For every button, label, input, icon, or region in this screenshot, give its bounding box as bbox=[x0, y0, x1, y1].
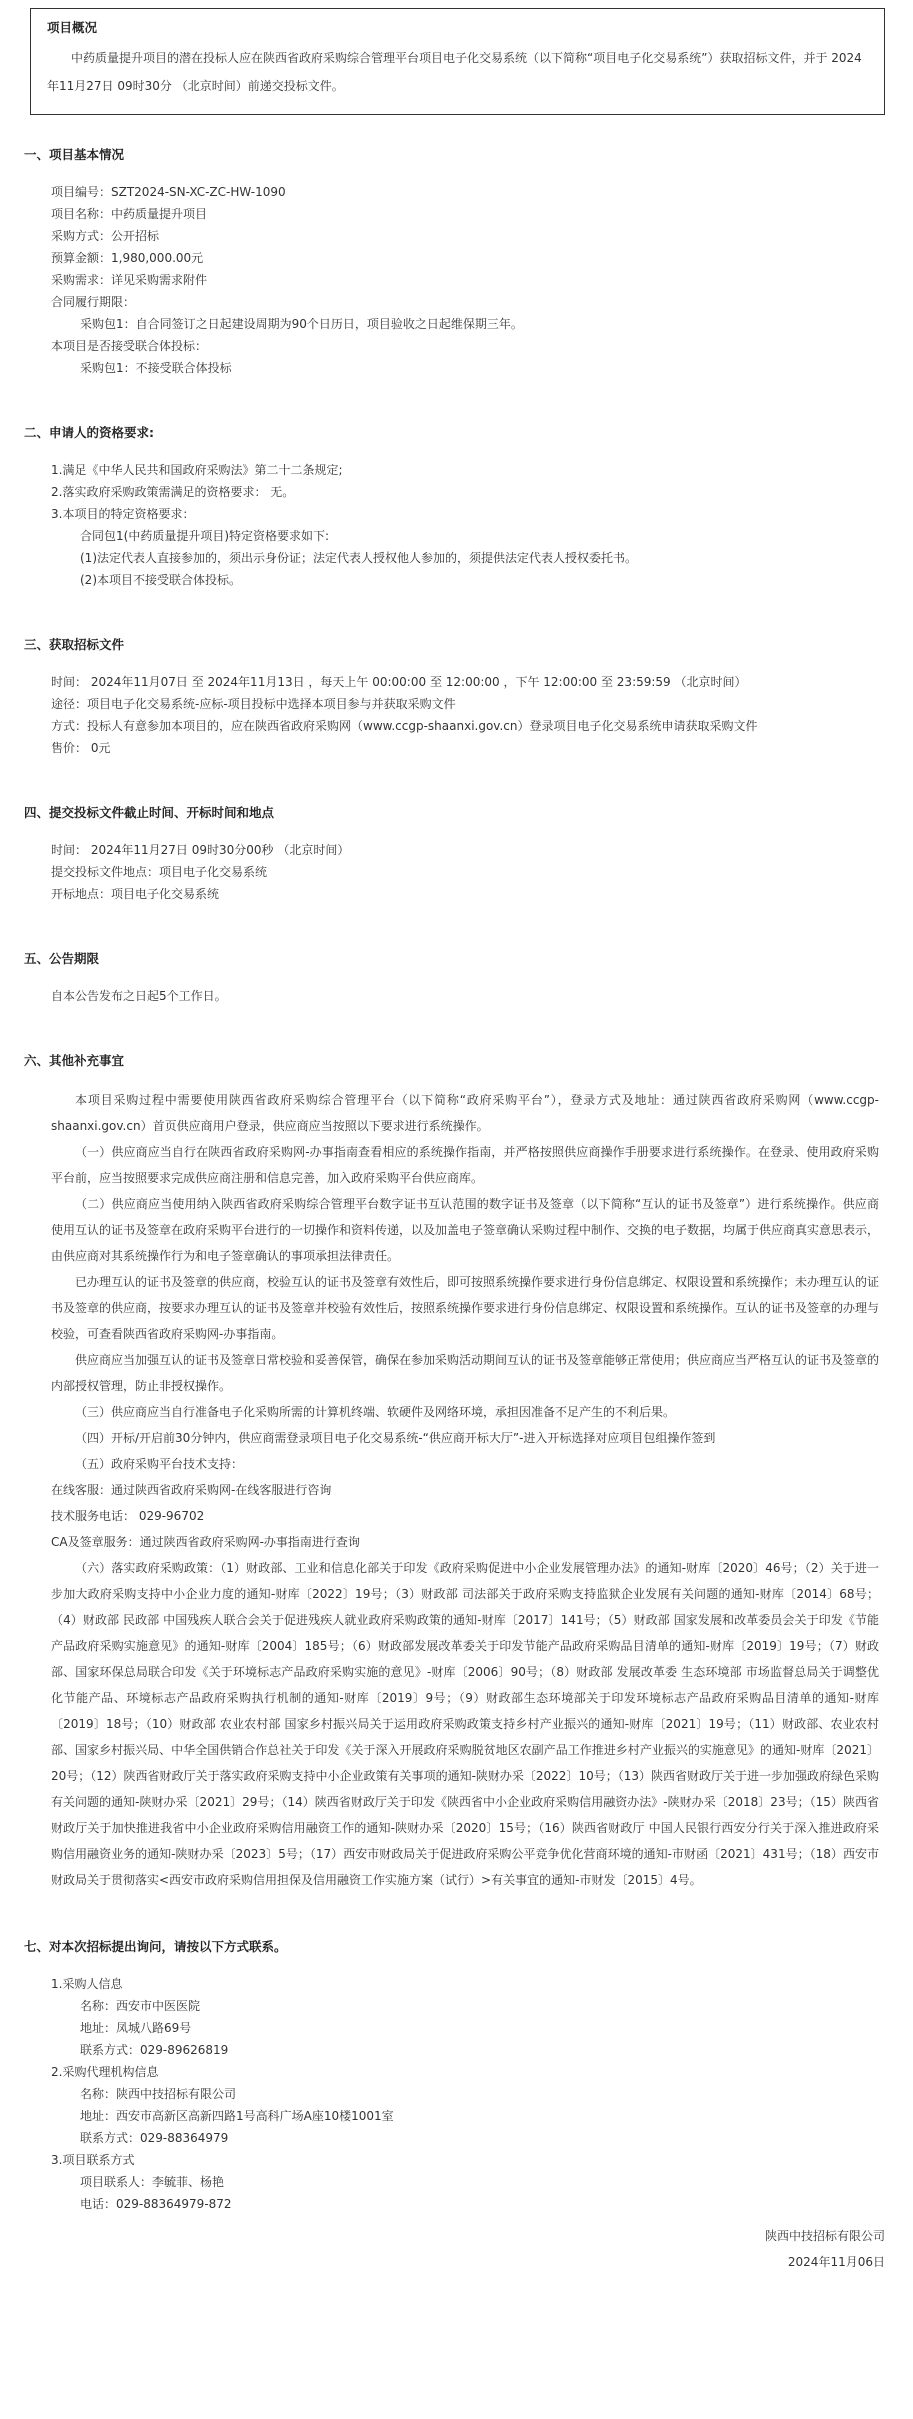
specific-qualification-item: (1)法定代表人直接参加的，须出示身份证；法定代表人授权他人参加的，须提供法定代表人授权委托书。 bbox=[80, 550, 638, 565]
specific-qualification-item: (2)本项目不接受联合体投标。 bbox=[80, 572, 241, 587]
section-contact-title: 七、对本次招标提出询问，请按以下方式联系。 bbox=[24, 1938, 287, 1954]
consortium-detail: 采购包1：不接受联合体投标 bbox=[80, 360, 232, 375]
qualification-item: 2.落实政府采购政策需满足的资格要求： 无。 bbox=[51, 484, 295, 499]
other-paragraph: （四）开标/开启前30分钟内，供应商需登录项目电子化交易系统-“供应商开标大厅”-进入开标选择对应项目包组操作签到 bbox=[75, 1430, 716, 1445]
section-qualification-title: 二、申请人的资格要求: bbox=[24, 424, 154, 440]
section-notice-period-title: 五、公告期限 bbox=[24, 950, 100, 966]
agent-address: 地址：西安市高新区高新四路1号高科广场A座10楼1001室 bbox=[80, 2108, 394, 2123]
contract-period-label: 合同履行期限： bbox=[51, 294, 136, 309]
policy-paragraph: （六）落实政府采购政策：（1）财政部、工业和信息化部关于印发《政府采购促进中小企业发展管理办法》的通知-财库〔2020〕46号；（2）关于进一步加大政府采购支持中小企业力度的通知-财库〔2022〕19号；（3）财政部 司法部关于政府采购支持监狱企业发展有关问题的通知-财库〔2014〕68号；（4）财政部 民政部 中国残疾人联合会关于促进残疾人就业政府采购政策的通知-财库〔2017〕141号；（5）财政部 国家发展和改革委员会关于印发《节能产品政府采购实施意见》的通知-财库〔2004〕185号；（6）财政部发展改革委关于印发节能产品政府采购品目清单的通知-财库〔2019〕19号；（7）财政部、国家环保总局联合印发《关于环境标志产品政府采购实施的意见》-财库〔2006〕90号；（8）财政部 发展改革委 生态环境部 市场监督总局关于调整优化节能产品、环境标志产品政府采购执行机制的通知-财库〔2019〕9号；（9）财政部生态环境部关于印发环境标志产品政府采购品目清单的通知-财库〔2019〕18号；（10）财政部 农业农村部 国家乡村振兴局关于运用政府采购政策支持乡村产业振兴的通知-财库〔2021〕19号；（11）财政部、农业农村部、国家乡村振兴局、中华全国供销合作总社关于印发《关于深入开展政府采购脱贫地区农副产品工作推进乡村产业振兴的实施意见》的通知-财库〔2021〕20号；（12）陕西省财政厅关于落实政府采购支持中小企业政策有关事项的通知-陕财办采〔2022〕10号；（13）陕西省财政厅关于进一步加强政府绿色采购有关问题的通知-陕财办采〔2021〕29号；（14）陕西省财政厅关于印发《陕西省中小企业政府采购信用融资办法》-陕财办采〔2018〕23号；（15）陕西省财政厅关于加快推进我省中小企业政府采购信用融资工作的通知-陕财办采〔2020〕15号；（16）陕西省财政厅 中国人民银行西安分行关于深入推进政府采购信用融资业务的通知-陕财办采〔2023〕5号；（17）西安市财政局关于促进政府采购公平竞争优化营商环境的通知-市财函〔2021〕431号；（18）西安市财政局关于贯彻落实<西安市政府采购信用担保及信用融资工作实施方案（试行）>有关事宜的通知-市财发〔2015〕4号。 bbox=[51, 1560, 879, 1887]
buyer-address: 地址：凤城八路69号 bbox=[80, 2020, 192, 2035]
procurement-method: 采购方式：公开招标 bbox=[51, 228, 160, 243]
deadline-time: 时间： 2024年11月27日 09时30分00秒 （北京时间） bbox=[51, 842, 350, 857]
other-paragraph: （五）政府采购平台技术支持： bbox=[75, 1456, 244, 1471]
agent-info-label: 2.采购代理机构信息 bbox=[51, 2064, 159, 2079]
announcement-body bbox=[0, 145, 913, 2215]
obtain-price: 售价： 0元 bbox=[51, 740, 111, 755]
opening-location: 开标地点：项目电子化交易系统 bbox=[51, 886, 220, 901]
obtain-way: 方式：投标人有意参加本项目的，应在陕西省政府采购网（www.ccgp-shaanxi.gov.cn）登录项目电子化交易系统申请获取采购文件 bbox=[51, 718, 758, 733]
buyer-phone: 联系方式：029-89626819 bbox=[80, 2042, 229, 2057]
tech-support-phone: 技术服务电话： 029-96702 bbox=[51, 1508, 205, 1523]
project-contact-phone: 电话：029-88364979-872 bbox=[80, 2196, 232, 2211]
ca-service: CA及签章服务：通过陕西省政府采购网-办事指南进行查询 bbox=[51, 1534, 360, 1549]
project-number: 项目编号：SZT2024-SN-XC-ZC-HW-1090 bbox=[51, 184, 286, 199]
consortium-label: 本项目是否接受联合体投标： bbox=[51, 338, 208, 353]
overview-title: 项目概况 bbox=[47, 20, 98, 35]
submit-location: 提交投标文件地点：项目电子化交易系统 bbox=[51, 864, 268, 879]
signature-organization: 陕西中技招标有限公司 bbox=[764, 2228, 885, 2243]
obtain-time: 时间： 2024年11月07日 至 2024年11月13日 ，每天上午 00:00:00 至 12:00:00 ，下午 12:00:00 至 23:59:59 （北京时间） bbox=[51, 674, 747, 689]
qualification-item: 1.满足《中华人民共和国政府采购法》第二十二条规定; bbox=[51, 462, 343, 477]
online-service: 在线客服：通过陕西省政府采购网-在线客服进行咨询 bbox=[51, 1482, 332, 1497]
agent-name: 名称：陕西中技招标有限公司 bbox=[80, 2086, 237, 2101]
project-contact-label: 3.项目联系方式 bbox=[51, 2152, 135, 2167]
section-deadline-title: 四、提交投标文件截止时间、开标时间和地点 bbox=[24, 804, 275, 820]
specific-qualification-title: 合同包1(中药质量提升项目)特定资格要求如下: bbox=[80, 528, 330, 543]
other-paragraph: （一）供应商应当自行在陕西省政府采购网-办事指南查看相应的系统操作指南，并严格按照供应商操作手册要求进行系统操作。在登录、使用政府采购平台前，应当按照要求完成供应商注册和信息完善，加入政府采购平台供应商库。 bbox=[51, 1144, 879, 1185]
contract-period-detail: 采购包1：自合同签订之日起建设周期为90个日历日，项目验收之日起维保期三年。 bbox=[80, 316, 523, 331]
section-other-matters-title: 六、其他补充事宜 bbox=[24, 1052, 125, 1068]
agent-phone: 联系方式：029-88364979 bbox=[80, 2130, 229, 2145]
signature-date: 2024年11月06日 bbox=[787, 2254, 885, 2269]
project-name: 项目名称：中药质量提升项目 bbox=[51, 206, 208, 221]
budget-amount: 预算金额：1,980,000.00元 bbox=[51, 250, 204, 265]
obtain-route: 途径：项目电子化交易系统-应标-项目投标中选择本项目参与并获取采购文件 bbox=[51, 696, 456, 711]
project-contact-person: 项目联系人：李毓菲、杨艳 bbox=[80, 2174, 225, 2189]
buyer-name: 名称：西安市中医医院 bbox=[80, 1998, 201, 2013]
other-paragraph: 供应商应当加强互认的证书及签章日常校验和妥善保管，确保在参加采购活动期间互认的证书及签章能够正常使用；供应商应当严格互认的证书及签章的内部授权管理，防止非授权操作。 bbox=[51, 1352, 880, 1393]
notice-period-text: 自本公告发布之日起5个工作日。 bbox=[51, 988, 227, 1003]
section-basic-info-title: 一、项目基本情况 bbox=[24, 146, 125, 162]
other-paragraph: 本项目采购过程中需要使用陕西省政府采购综合管理平台（以下简称“政府采购平台”），登录方式及地址：通过陕西省政府采购网（www.ccgp-shaanxi.gov.cn）首页供应商用户登录，供应商应当按照以下要求进行系统操作。 bbox=[51, 1092, 879, 1133]
qualification-item: 3.本项目的特定资格要求： bbox=[51, 506, 195, 521]
other-paragraph: （三）供应商应当自行准备电子化采购所需的计算机终端、软硬件及网络环境，承担因准备不足产生的不利后果。 bbox=[75, 1404, 676, 1419]
section-obtain-docs-title: 三、获取招标文件 bbox=[24, 636, 125, 652]
other-paragraph: 已办理互认的证书及签章的供应商，校验互认的证书及签章有效性后，即可按照系统操作要求进行身份信息绑定、权限设置和系统操作；未办理互认的证书及签章的供应商，按要求办理互认的证书及签章并校验有效性后，按照系统操作要求进行身份信息绑定、权限设置和系统操作。互认的证书及签章的办理与校验，可查看陕西省政府采购网-办事指南。 bbox=[51, 1274, 880, 1341]
overview-text: 中药质量提升项目的潜在投标人应在陕西省政府采购综合管理平台项目电子化交易系统（以下简称“项目电子化交易系统”）获取招标文件，并于 2024年11月27日 09时30分 （北京时间）前递交投标文件。 bbox=[47, 50, 862, 93]
procurement-needs: 采购需求：详见采购需求附件 bbox=[51, 272, 208, 287]
project-overview-box bbox=[30, 8, 885, 115]
buyer-info-label: 1.采购人信息 bbox=[51, 1976, 123, 1991]
other-paragraph: （二）供应商应当使用纳入陕西省政府采购综合管理平台数字证书互认范围的数字证书及签章（以下简称“互认的证书及签章”）进行系统操作。供应商使用互认的证书及签章在政府采购平台进行的一切操作和资料传递，以及加盖电子签章确认采购过程中制作、交换的电子数据，均属于供应商真实意思表示，由供应商对其系统操作行为和电子签章确认的事项承担法律责任。 bbox=[51, 1196, 880, 1263]
